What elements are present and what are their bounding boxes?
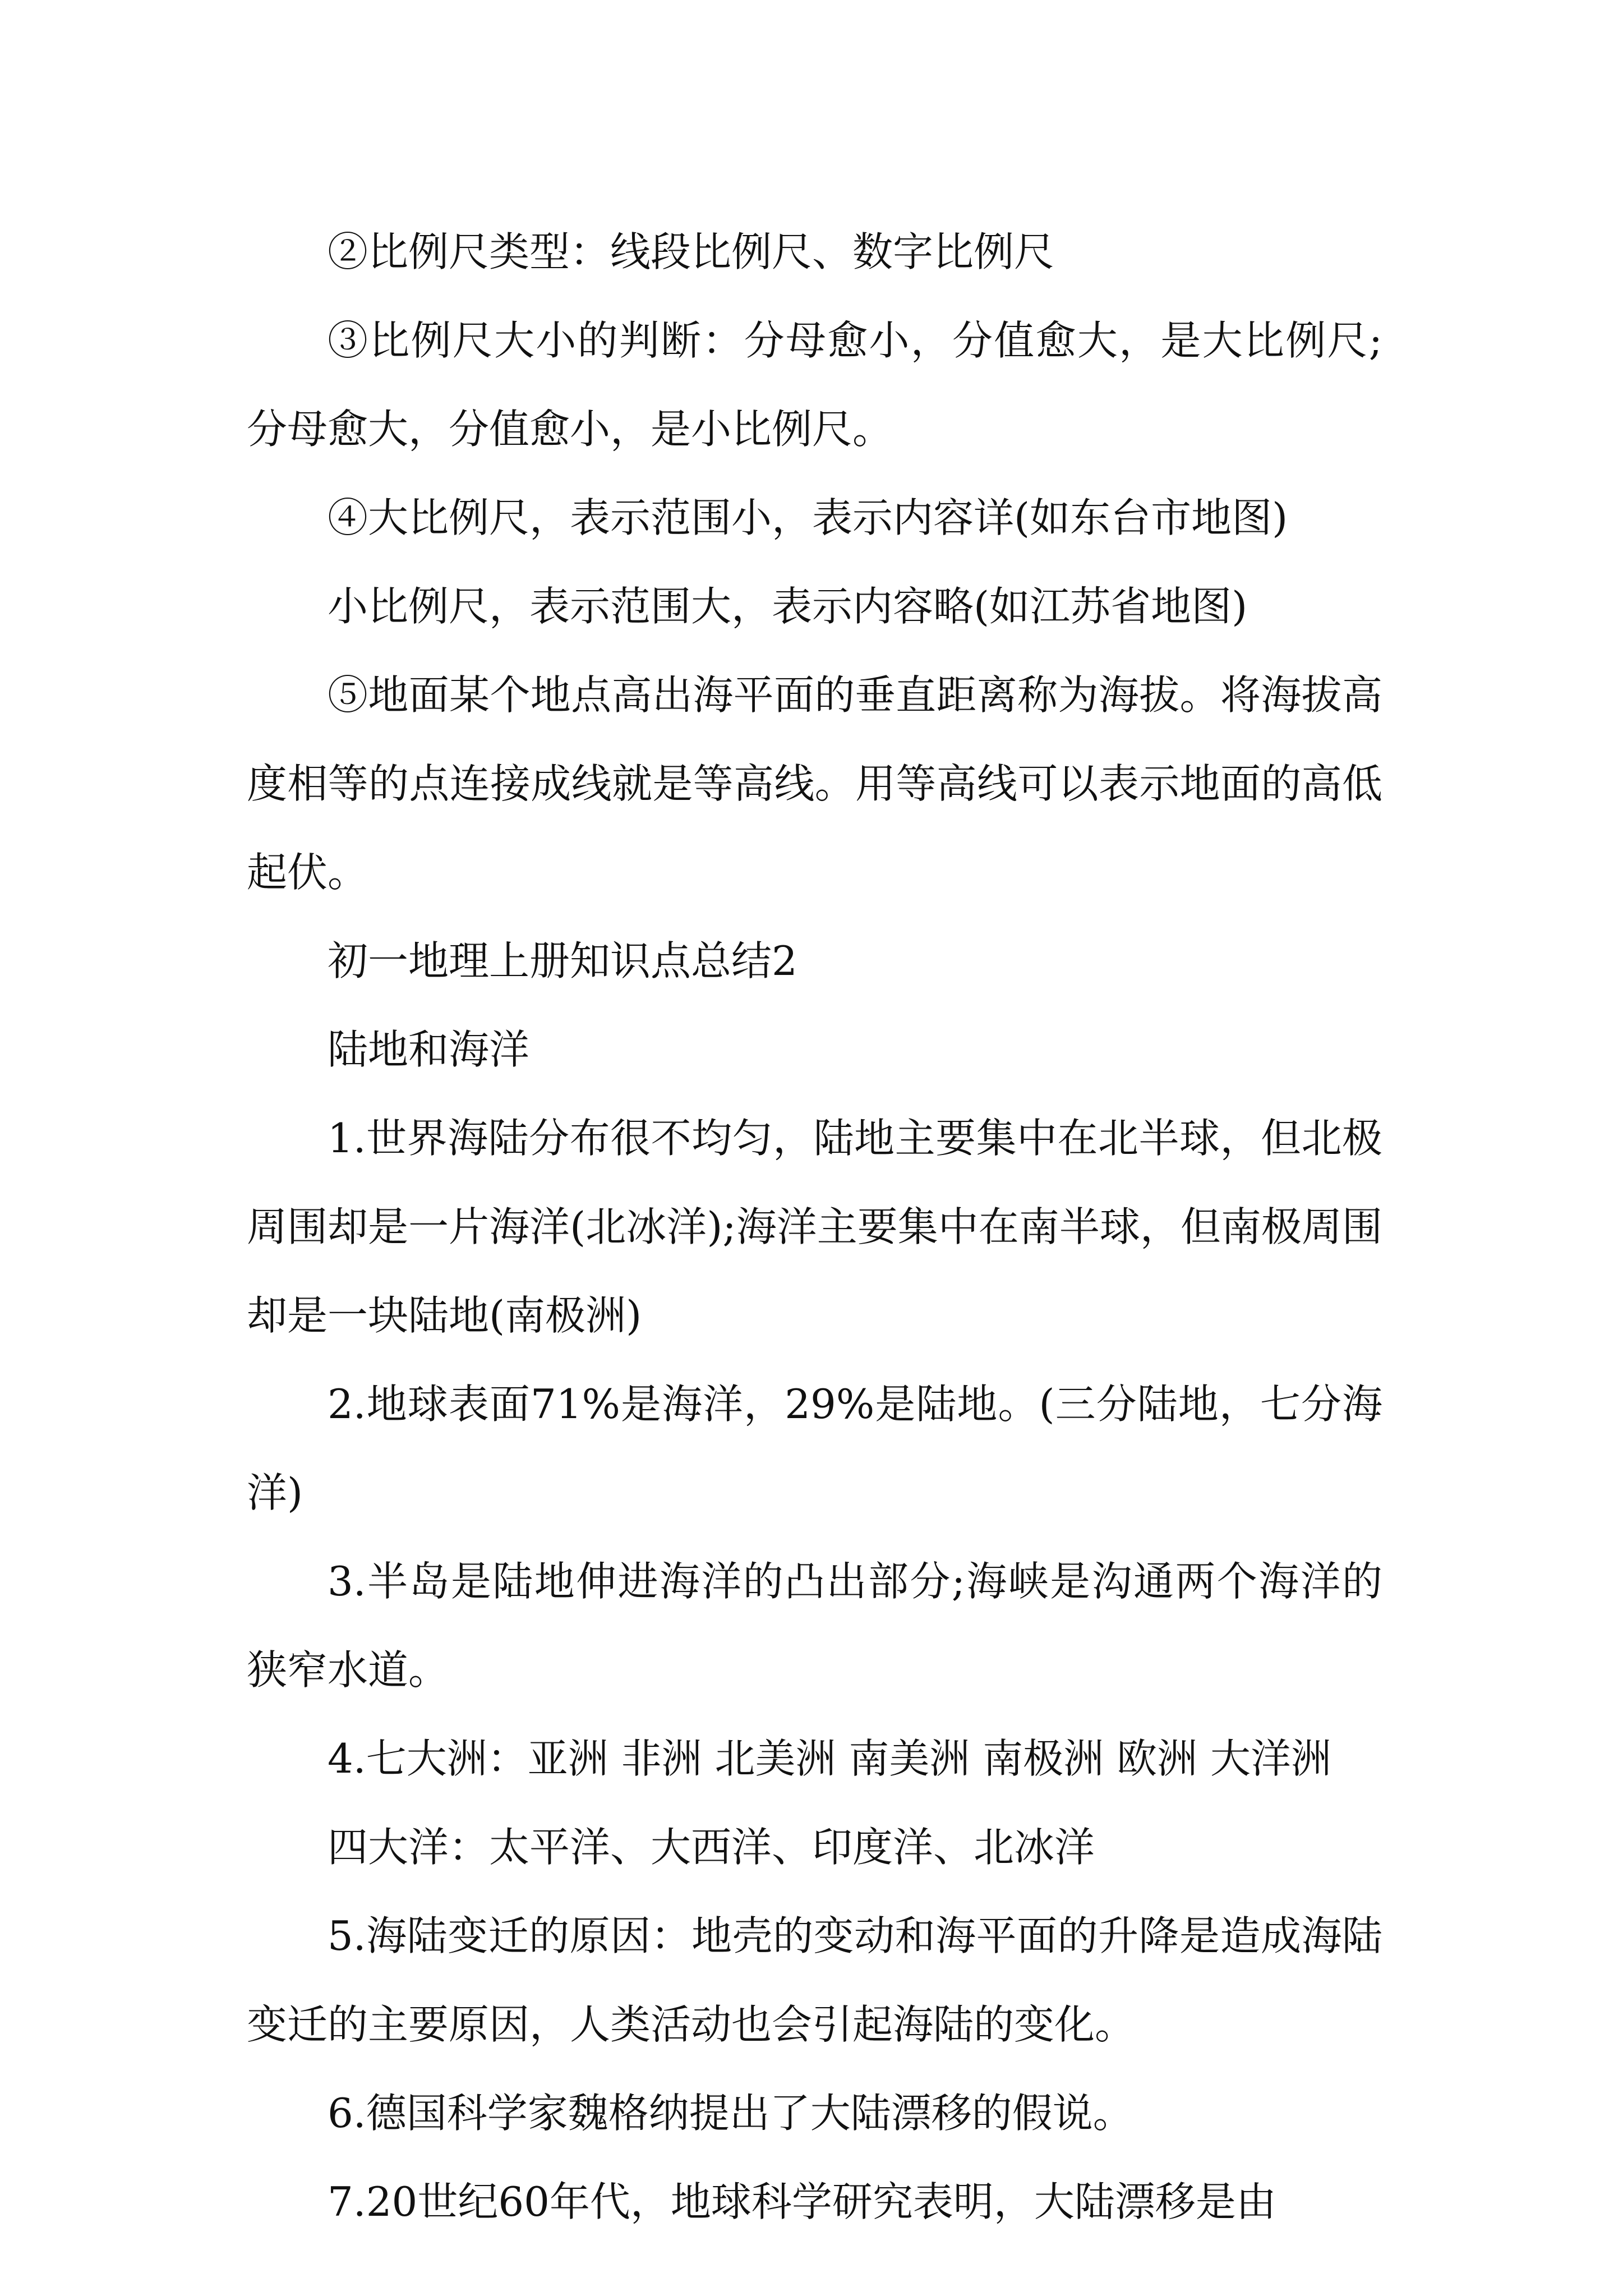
paragraph-item-4: 4.七大洲：亚洲 非洲 北美洲 南美洲 南极洲 欧洲 大洋洲 xyxy=(328,1735,1332,1782)
paragraph-four-oceans: 四大洋：太平洋、大西洋、印度洋、北冰洋 xyxy=(328,1824,1095,1871)
paragraph-item-3: 3.半岛是陆地伸进海洋的凸出部分;海峡是沟通两个海洋的狭窄水道。 xyxy=(247,1558,1382,1694)
paragraph-item-5: 5.海陆变迁的原因：地壳的变动和海平面的升降是造成海陆变迁的主要原因，人类活动也会引起海陆的变化。 xyxy=(247,1912,1382,2048)
paragraph-item-7: 7.20世纪60年代，地球科学研究表明，大陆漂移是由 xyxy=(328,2178,1276,2225)
paragraph-scale-size-judgement: ③比例尺大小的判断：分母愈小，分值愈大，是大比例尺;分母愈大，分值愈小，是小比例尺。 xyxy=(247,317,1382,453)
paragraph-item-1: 1.世界海陆分布很不均匀，陆地主要集中在北半球，但北极周围却是一片海洋(北冰洋);海洋主要集中在南半球，但南极周围却是一块陆地(南极洲) xyxy=(247,1115,1382,1339)
paragraph-elevation-contour: ⑤地面某个地点高出海平面的垂直距离称为海拔。将海拔高度相等的点连接成线就是等高线。用等高线可以表示地面的高低起伏。 xyxy=(247,671,1382,896)
paragraph-small-scale: 小比例尺，表示范围大，表示内容略(如江苏省地图) xyxy=(328,583,1248,630)
paragraph-large-scale: ④大比例尺，表示范围小，表示内容详(如东台市地图) xyxy=(328,494,1288,541)
paragraph-item-6: 6.德国科学家魏格纳提出了大陆漂移的假说。 xyxy=(328,2090,1133,2137)
paragraph-scale-types: ②比例尺类型：线段比例尺、数字比例尺 xyxy=(328,228,1055,275)
paragraph-item-2: 2.地球表面71%是海洋，29%是陆地。(三分陆地，七分海洋) xyxy=(247,1381,1382,1516)
section-subtitle: 陆地和海洋 xyxy=(328,1026,530,1073)
document-body xyxy=(247,208,1382,2246)
section-title: 初一地理上册知识点总结2 xyxy=(328,937,797,984)
